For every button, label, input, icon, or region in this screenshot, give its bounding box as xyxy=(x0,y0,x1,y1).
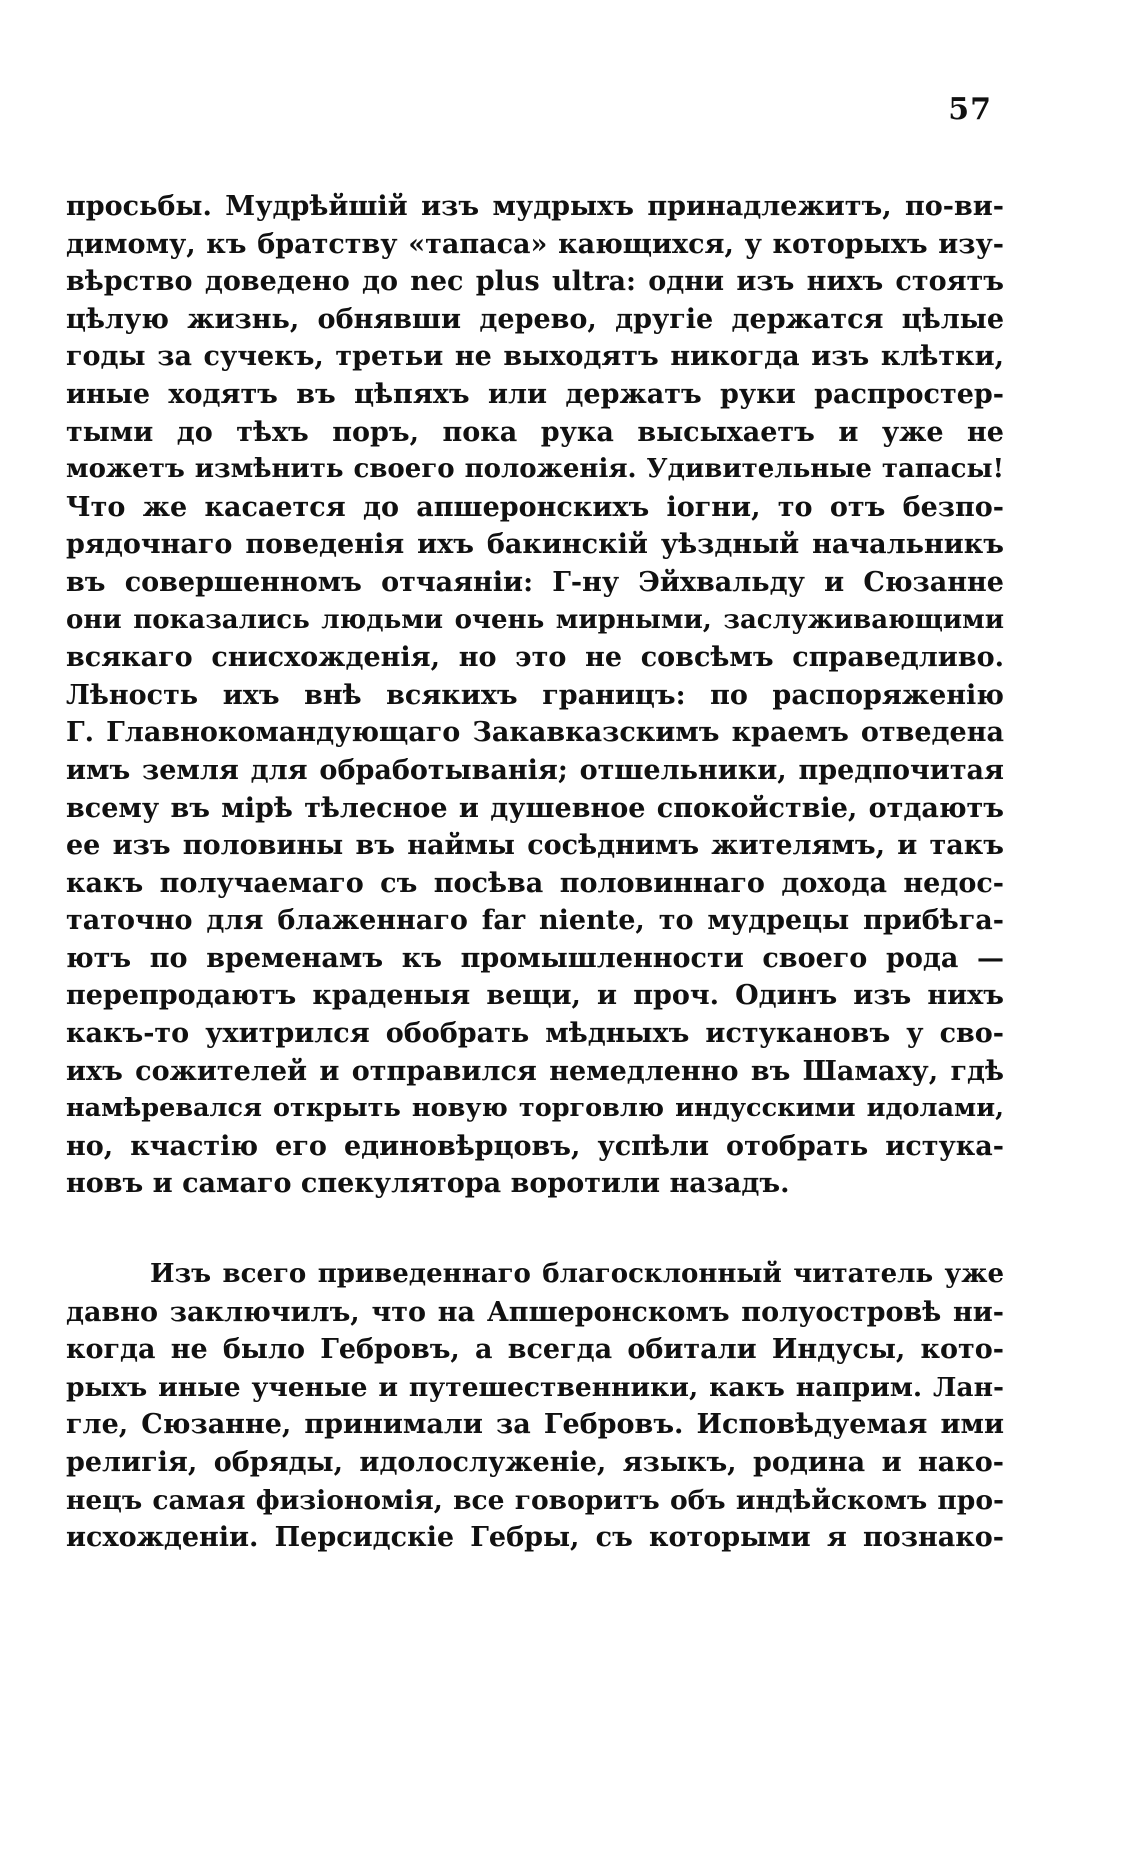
text-line: просьбы. Мудрѣйшій изъ мудрыхъ принадлежитъ, по-ви- xyxy=(66,191,1004,222)
text-line: исхожденіи. Персидскіе Гебры, съ которыми я познако- xyxy=(66,1522,1004,1554)
text-line: Изъ всего приведеннаго благосклонный читатель уже xyxy=(150,1259,1004,1289)
text-line: какъ получаемаго съ посѣва половиннаго дохода недос- xyxy=(66,867,1004,899)
text-line: Что же касается до апшеронскихъ іогни, то отъ безпо- xyxy=(66,491,1004,523)
page-number: 57 xyxy=(948,92,992,127)
text-line: таточно для блаженнаго far niente, то мудрецы прибѣга- xyxy=(66,905,1004,937)
text-line: нецъ самая физіономія, все говоритъ объ индѣйскомъ про- xyxy=(66,1484,1004,1516)
paragraph-2 xyxy=(66,1256,1004,1557)
text-line: когда не было Гебровъ, а всегда обитали Индусы, кото- xyxy=(66,1334,1004,1366)
text-line: ее изъ половины въ наймы сосѣднимъ жителямъ, и такъ xyxy=(66,830,1004,862)
text-line: перепродаютъ краденыя вещи, и проч. Одинъ изъ нихъ xyxy=(66,980,1004,1012)
text-line: рыхъ иные ученые и путешественники, какъ наприм. Лан- xyxy=(66,1371,1004,1403)
text-line: намѣревался открыть новую торговлю индусскими идолами, xyxy=(66,1093,1004,1124)
text-line: можетъ измѣнить своего положенія. Удивительные тапасы! xyxy=(66,454,1004,485)
text-line: ютъ по временамъ къ промышленности своего рода — xyxy=(66,942,1004,974)
text-line: рядочнаго поведенія ихъ бакинскій уѣздный начальникъ xyxy=(66,529,1004,561)
text-line: какъ-то ухитрился обобрать мѣдныхъ истукановъ у сво- xyxy=(66,1018,1004,1050)
text-line: Г. Главнокомандующаго Закавказскимъ краемъ отведена xyxy=(66,717,1004,749)
text-line: годы за сучекъ, третьи не выходятъ никогда изъ клѣтки, xyxy=(66,341,1004,373)
text-line: но, кчастію его единовѣрцовъ, успѣли отобрать истука- xyxy=(66,1130,1004,1162)
text-line: они показались людьми очень мирными, заслуживающими xyxy=(66,604,1004,635)
paragraph-1 xyxy=(66,188,1004,1203)
text-line: религія, обряды, идолослуженіе, языкъ, родина и нако- xyxy=(66,1446,1004,1478)
text-line: Лѣность ихъ внѣ всякихъ границъ: по распоряженію xyxy=(66,679,1004,711)
text-line: имъ земля для обработыванія; отшельники, предпочитая xyxy=(66,754,1004,786)
text-line: всему въ мірѣ тѣлесное и душевное спокойствіе, отдаютъ xyxy=(66,792,1004,824)
text-line: димому, къ братству «тапаса» кающихся, у которыхъ изу- xyxy=(66,228,1004,260)
text-line: цѣлую жизнь, обнявши дерево, другіе держатся цѣлые xyxy=(66,303,1004,335)
text-line: въ совершенномъ отчаяніи: Г-ну Эйхвальду и Сюзанне xyxy=(66,566,1004,598)
text-line: тыми до тѣхъ поръ, пока рука высыхаетъ и уже не xyxy=(66,416,1004,448)
text-line: ихъ сожителей и отправился немедленно въ Шамаху, гдѣ xyxy=(66,1055,1004,1087)
text-line: новъ и самаго спекулятора воротили назадъ. xyxy=(66,1168,790,1200)
text-line: иные ходятъ въ цѣпяхъ или держатъ руки распростер- xyxy=(66,378,1004,410)
text-line: всякаго снисхожденія, но это не совсѣмъ справедливо. xyxy=(66,642,1004,674)
text-line: давно заключилъ, что на Апшеронскомъ полуостровѣ ни- xyxy=(66,1296,1004,1328)
text-line: вѣрство доведено до nec plus ultra: одни изъ нихъ стоятъ xyxy=(66,266,1004,298)
text-line: гле, Сюзанне, принимали за Гебровъ. Исповѣдуемая ими xyxy=(66,1409,1004,1441)
